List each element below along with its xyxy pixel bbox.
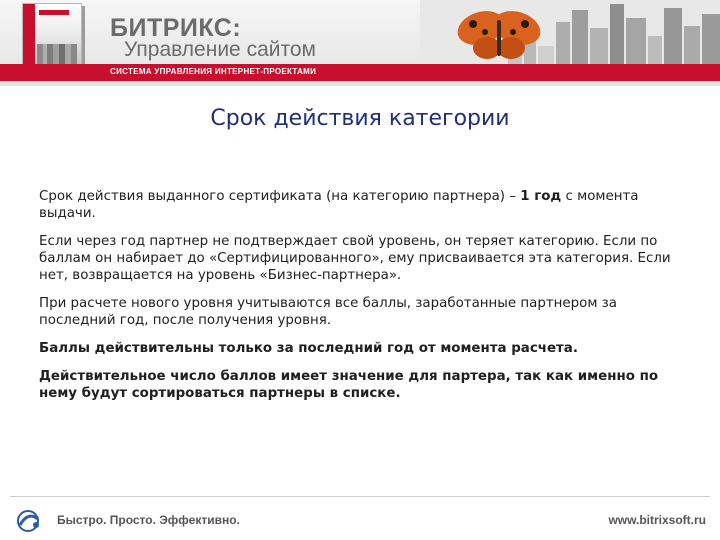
- tagline: СИСТЕМА УПРАВЛЕНИЯ ИНТЕРНЕТ-ПРОЕКТАМИ: [110, 67, 317, 76]
- slide-title: Срок действия категории: [210, 106, 510, 131]
- product-name: Управление сайтом: [124, 38, 316, 61]
- bitrix-logo-icon: [14, 509, 44, 533]
- sorting-text: Действительное число баллов имеет значение для партера, так как именно по нему будут сортироваться партнеры в списке.: [39, 369, 659, 401]
- butterfly-image: [455, 8, 543, 64]
- footer-website-link[interactable]: www.bitrixsoft.ru: [608, 513, 706, 527]
- slide-body: [39, 188, 679, 413]
- points-validity-text: Баллы действительны только за последний год от момента расчета.: [39, 341, 578, 356]
- validity-text-start: Срок действия выданного сертификата (на категорию партнера) –: [39, 189, 521, 204]
- footer-divider: [10, 496, 710, 497]
- validity-period: 1 год: [520, 189, 562, 204]
- brand-name: БИТРИКС:: [110, 14, 242, 42]
- header-banner: [0, 0, 720, 86]
- footer-slogan: Быстро. Просто. Эффективно.: [57, 513, 240, 527]
- paragraph-sorting: [39, 368, 679, 402]
- validity-text-end: с момента выдачи.: [39, 189, 639, 221]
- product-box-label: [39, 10, 69, 15]
- paragraph-recalculation: При расчете нового уровня учитываются все баллы, заработанные партнером за последний год, после получения уровня.: [39, 296, 618, 328]
- tagline-band: [0, 64, 720, 81]
- paragraph-validity: [39, 188, 679, 222]
- paragraph-renewal: Если через год партнер не подтверждает свой уровень, он теряет категорию. Если по баллам он набирает до «Сертифицированного», ему присваивается эта категория. Если нет, возвращается на уровень «Бизнес-партнера».: [39, 234, 671, 283]
- paragraph-points-validity: [39, 340, 679, 357]
